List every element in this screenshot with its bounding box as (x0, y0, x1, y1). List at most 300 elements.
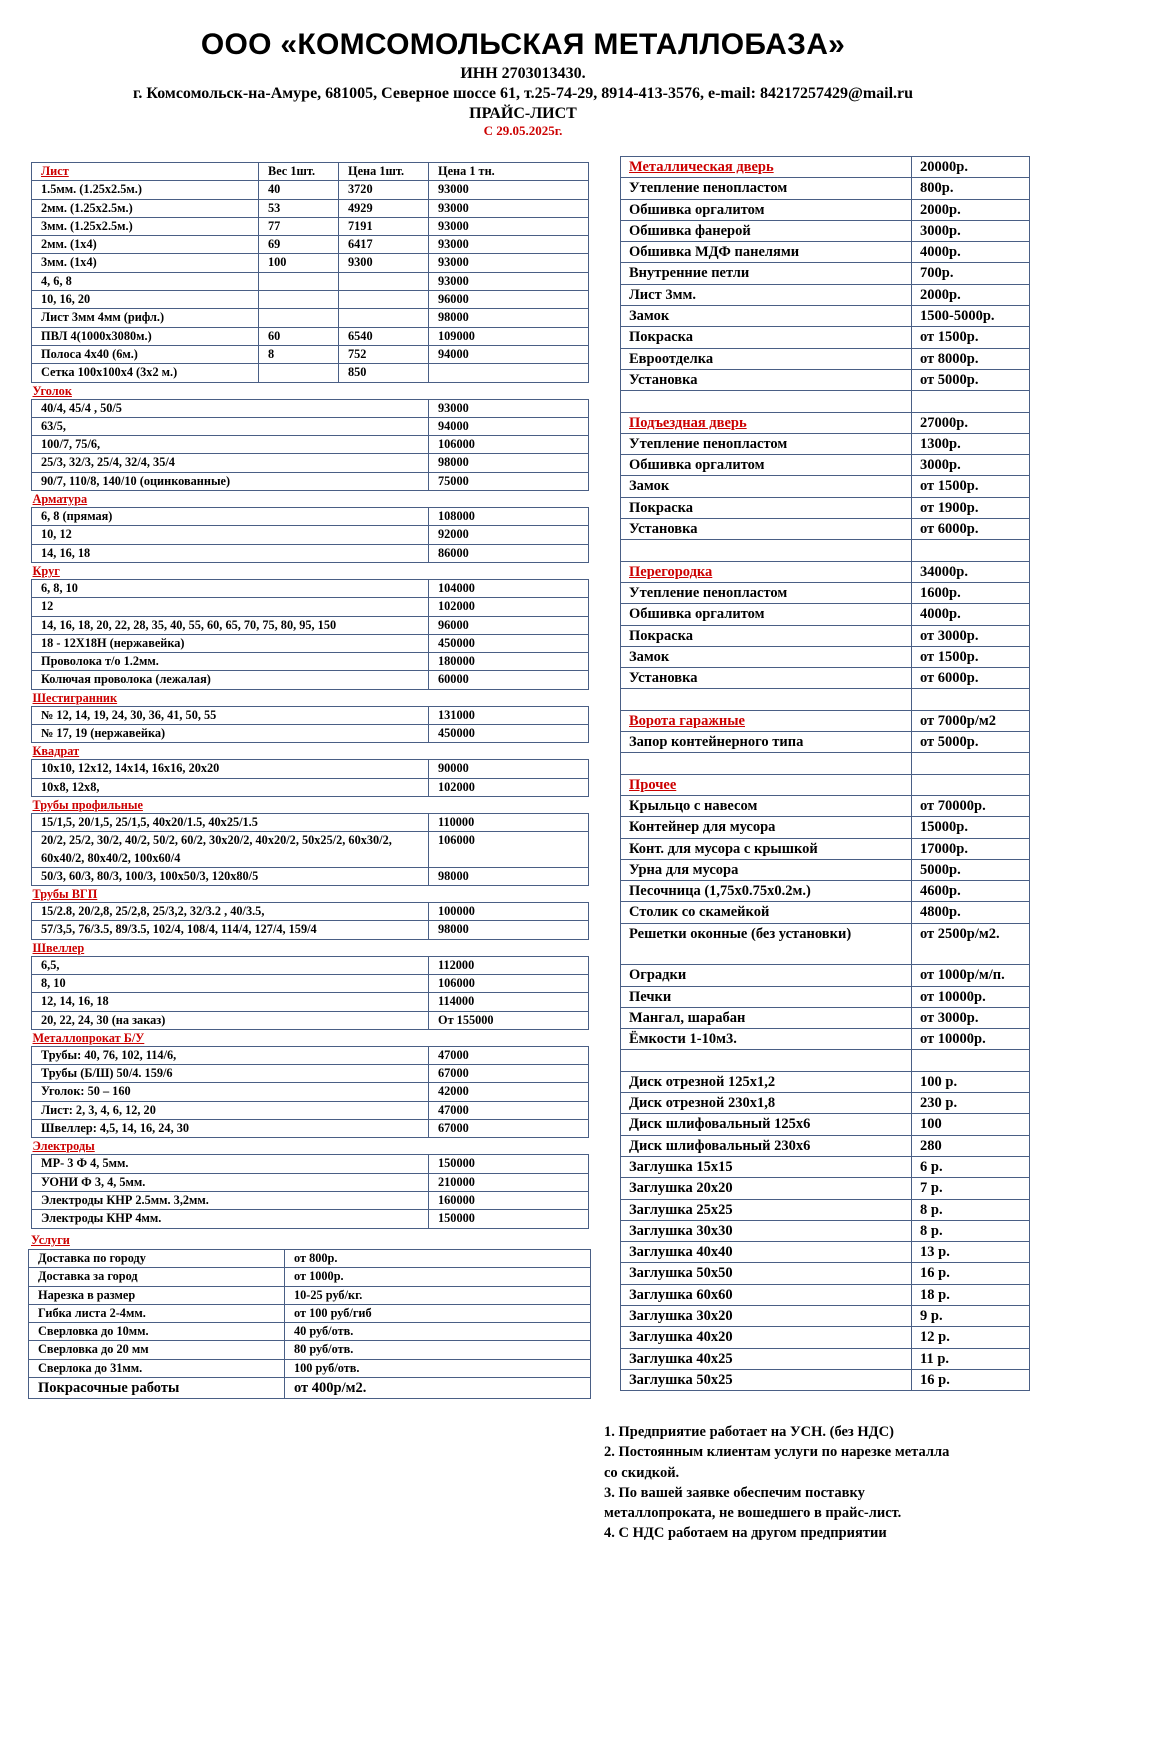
item-name: Уголок: 50 – 160 (32, 1083, 429, 1101)
item-name: 14, 16, 18 (32, 544, 429, 562)
inn: ИНН 2703013430. (460, 65, 586, 82)
item-price: от 6000р. (912, 668, 1030, 689)
item-name: УОНИ Ф 3, 4, 5мм. (32, 1173, 429, 1191)
item-weight: 40 (259, 181, 339, 199)
item-price: 280 (912, 1135, 1030, 1156)
section-title (32, 1029, 589, 1046)
service-price: 100 руб/отв. (285, 1359, 591, 1377)
item-price (912, 689, 1030, 710)
table-row (32, 1046, 589, 1064)
item-weight: 8 (259, 345, 339, 363)
item-name: Колючая проволока (лежалая) (32, 671, 429, 689)
sheet-header-row (32, 163, 589, 181)
item-price: 13 р. (912, 1242, 1030, 1263)
service-name: Сверлока до 31мм. (29, 1359, 285, 1377)
doors-other-table (620, 156, 1030, 1391)
table-row (621, 1284, 1030, 1305)
section-title-text: Металлическая дверь (629, 159, 774, 175)
item-name: Лист: 2, 3, 4, 6, 12, 20 (32, 1101, 429, 1119)
service-price: от 800р. (285, 1250, 591, 1268)
item-name: Сетка 100х100х4 (3х2 м.) (32, 364, 259, 382)
item-price: 4000р. (912, 604, 1030, 625)
item-price: от 2500р/м2. (912, 923, 1030, 965)
service-name: Нарезка в размер (29, 1286, 285, 1304)
section-header-row (32, 689, 589, 706)
item-name: Диск отрезной 125х1,2 (621, 1071, 912, 1092)
address: г. Комсомольск-на-Амуре, 681005, Северное шоссе 61, т.25-74-29, 8914-413-3576, e-mail: 84217257429@mail.ru (132, 85, 914, 102)
item-price: 7 р. (912, 1178, 1030, 1199)
section-header-row (32, 382, 589, 399)
table-row (621, 625, 1030, 646)
table-row (621, 199, 1030, 220)
table-row (621, 1263, 1030, 1284)
item-name: Заглушка 40х20 (621, 1327, 912, 1348)
item-price-ton: 96000 (429, 291, 589, 309)
item-weight (259, 272, 339, 290)
table-row (621, 1199, 1030, 1220)
item-price-ton: 94000 (429, 345, 589, 363)
note-item: 2. Постоянным клиентам услуги по нарезке металла со скидкой. (604, 1444, 950, 1481)
table-row (32, 634, 589, 652)
item-name (621, 391, 912, 412)
item-price-ton: 131000 (429, 706, 589, 724)
section-header-row (621, 710, 1030, 731)
section-title-text: Шестигранник (32, 690, 118, 705)
table-row (621, 327, 1030, 348)
item-name: Диск шлифовальный 230х6 (621, 1135, 912, 1156)
section-title (32, 562, 589, 579)
item-name: Заглушка 20х20 (621, 1178, 912, 1199)
table-row (29, 1268, 591, 1286)
item-name: Оградки (621, 965, 912, 986)
section-header-row (621, 774, 1030, 795)
table-row (32, 921, 589, 939)
item-name: 6, 8 (прямая) (32, 508, 429, 526)
item-price-ton: 47000 (429, 1101, 589, 1119)
metal-price-table (31, 162, 589, 1229)
table-row (621, 348, 1030, 369)
table-row (32, 399, 589, 417)
item-name: Заглушка 40х25 (621, 1348, 912, 1369)
item-price-unit: 7191 (339, 217, 429, 235)
services-title: Услуги (31, 1233, 70, 1247)
section-title (32, 689, 589, 706)
item-name: 20/2, 25/2, 30/2, 40/2, 50/2, 60/2, 30х20/2, 40х20/2, 50х25/2, 60х30/2, 60х40/2, 80х40/2, 100х60/4 (32, 832, 429, 868)
doc-title: ПРАЙС-ЛИСТ (469, 105, 577, 122)
item-price-ton: 67000 (429, 1065, 589, 1083)
table-row (621, 1348, 1030, 1369)
item-name: Печки (621, 986, 912, 1007)
table-row (621, 1135, 1030, 1156)
item-name: Замок (621, 476, 912, 497)
table-row (32, 472, 589, 490)
item-name: 12, 14, 16, 18 (32, 993, 429, 1011)
col-price-ton-header: Цена 1 тн. (429, 163, 589, 181)
table-row (621, 859, 1030, 880)
item-name: Заглушка 25х25 (621, 1199, 912, 1220)
item-price-ton: 93000 (429, 272, 589, 290)
item-name: Мангал, шарабан (621, 1007, 912, 1028)
table-row (32, 653, 589, 671)
item-name: Контейнер для мусора (621, 817, 912, 838)
item-price: от 1000р/м/п. (912, 965, 1030, 986)
table-row (621, 1327, 1030, 1348)
item-price-ton: 86000 (429, 544, 589, 562)
item-name: Заглушка 30х20 (621, 1306, 912, 1327)
table-row (32, 1101, 589, 1119)
item-name: Утепление пенопластом (621, 433, 912, 454)
item-price: 11 р. (912, 1348, 1030, 1369)
item-price: 100 (912, 1114, 1030, 1135)
header (0, 26, 1046, 138)
table-row (621, 582, 1030, 603)
table-row (32, 236, 589, 254)
section-title (32, 886, 589, 903)
table-row (29, 1378, 591, 1399)
table-row (621, 1156, 1030, 1177)
sheet-section-title (32, 163, 259, 181)
item-price-ton: 106000 (429, 832, 589, 868)
item-name: Установка (621, 519, 912, 540)
section-title (32, 743, 589, 760)
item-name: Электроды КНР 2.5мм. 3,2мм. (32, 1191, 429, 1209)
item-name: 90/7, 110/8, 140/10 (оцинкованные) (32, 472, 429, 490)
section-title (621, 774, 912, 795)
item-price: от 1500р. (912, 646, 1030, 667)
item-price-ton: 108000 (429, 508, 589, 526)
spacer-row (621, 753, 1030, 774)
item-price: 6 р. (912, 1156, 1030, 1177)
item-price-ton: 98000 (429, 309, 589, 327)
table-row (32, 217, 589, 235)
table-row (29, 1286, 591, 1304)
item-name (621, 753, 912, 774)
item-price-ton: 93000 (429, 199, 589, 217)
item-name: 8, 10 (32, 974, 429, 992)
table-row (29, 1359, 591, 1377)
col-weight-header: Вес 1шт. (259, 163, 339, 181)
item-price: 34000р. (912, 561, 1030, 582)
section-title (32, 1138, 589, 1155)
item-price-ton: 93000 (429, 181, 589, 199)
table-row (621, 284, 1030, 305)
table-row (621, 1114, 1030, 1135)
item-name: Проволока т/о 1.2мм. (32, 653, 429, 671)
section-title-text: Ворота гаражные (629, 712, 745, 729)
item-name: Конт. для мусора с крышкой (621, 838, 912, 859)
item-name: ПВЛ 4(1000х3080м.) (32, 327, 259, 345)
item-name: 15/2.8, 20/2,8, 25/2,8, 25/3,2, 32/3.2 , 40/3.5, (32, 903, 429, 921)
table-row (621, 433, 1030, 454)
item-price-ton: 96000 (429, 616, 589, 634)
item-name: Решетки оконные (без установки) (621, 923, 912, 965)
item-price: от 10000р. (912, 986, 1030, 1007)
table-row (32, 903, 589, 921)
item-price-ton: 60000 (429, 671, 589, 689)
item-name: 1.5мм. (1.25х2.5м.) (32, 181, 259, 199)
item-price-ton: 210000 (429, 1173, 589, 1191)
item-price: 8 р. (912, 1199, 1030, 1220)
table-row (621, 220, 1030, 241)
table-row (621, 519, 1030, 540)
section-title-text: Уголок (32, 383, 72, 398)
item-name: 14, 16, 18, 20, 22, 28, 35, 40, 55, 60, 65, 70, 75, 80, 95, 150 (32, 616, 429, 634)
spacer-row (621, 689, 1030, 710)
item-price: 1500-5000р. (912, 306, 1030, 327)
section-header-row (32, 562, 589, 579)
item-name: Швеллер: 4,5, 14, 16, 24, 30 (32, 1120, 429, 1138)
item-price: 15000р. (912, 817, 1030, 838)
table-row (621, 795, 1030, 816)
item-name: Утепление пенопластом (621, 178, 912, 199)
item-price-ton: 93000 (429, 399, 589, 417)
note-item: 3. По вашей заявке обеспечим поставку металлопроката, не вошедшего в прайс-лист. (604, 1484, 902, 1522)
table-row (32, 956, 589, 974)
spacer-row (621, 391, 1030, 412)
section-header-row (32, 1138, 589, 1155)
item-name: Замок (621, 306, 912, 327)
item-name: Обшивка оргалитом (621, 199, 912, 220)
table-row (621, 1029, 1030, 1050)
table-row (621, 923, 1030, 965)
section-title-text: Круг (32, 563, 60, 578)
item-name: № 12, 14, 19, 24, 30, 36, 41, 50, 55 (32, 706, 429, 724)
spacer-row (621, 540, 1030, 561)
service-price: 80 руб/отв. (285, 1341, 591, 1359)
item-price: 700р. (912, 263, 1030, 284)
item-price-ton: 98000 (429, 454, 589, 472)
item-price: 27000р. (912, 412, 1030, 433)
table-row (32, 778, 589, 796)
item-name: Обшивка МДФ панелями (621, 242, 912, 263)
table-row (32, 974, 589, 992)
table-row (32, 364, 589, 382)
item-name: 100/7, 75/6, (32, 436, 429, 454)
item-name: Урна для мусора (621, 859, 912, 880)
item-name: Крыльцо с навесом (621, 795, 912, 816)
item-price-unit (339, 291, 429, 309)
item-name: Покраска (621, 327, 912, 348)
item-name: Покраска (621, 497, 912, 518)
table-row (32, 1083, 589, 1101)
table-row (32, 867, 589, 885)
table-row (32, 1011, 589, 1029)
item-name: Столик со скамейкой (621, 902, 912, 923)
item-name: 10, 16, 20 (32, 291, 259, 309)
item-name: 6, 8, 10 (32, 579, 429, 597)
item-price-ton: 106000 (429, 436, 589, 454)
item-price: от 1500р. (912, 476, 1030, 497)
table-row (621, 455, 1030, 476)
table-row (621, 838, 1030, 859)
item-price: 18 р. (912, 1284, 1030, 1305)
item-name: Трубы: 40, 76, 102, 114/6, (32, 1046, 429, 1064)
table-row (32, 1065, 589, 1083)
item-name: Заглушка 30х30 (621, 1220, 912, 1241)
item-price-ton: 75000 (429, 472, 589, 490)
section-title (621, 561, 912, 582)
table-row (32, 832, 589, 868)
item-price-ton: От 155000 (429, 1011, 589, 1029)
item-price: 3000р. (912, 220, 1030, 241)
section-title-text: Трубы ВГП (32, 887, 98, 902)
table-row (621, 902, 1030, 923)
service-name: Гибка листа 2-4мм. (29, 1304, 285, 1322)
item-name: Обшивка оргалитом (621, 455, 912, 476)
item-name (621, 1050, 912, 1071)
table-row (32, 1120, 589, 1138)
item-weight: 69 (259, 236, 339, 254)
section-header-row (621, 561, 1030, 582)
item-name: 2мм. (1х4) (32, 236, 259, 254)
item-price-unit: 4929 (339, 199, 429, 217)
item-name (621, 689, 912, 710)
notes (604, 1422, 1044, 1544)
item-price: от 3000р. (912, 1007, 1030, 1028)
item-price-ton: 450000 (429, 634, 589, 652)
item-price-ton: 42000 (429, 1083, 589, 1101)
item-name: Трубы (Б/Ш) 50/4. 159/6 (32, 1065, 429, 1083)
item-price: 4600р. (912, 881, 1030, 902)
item-price: 1600р. (912, 582, 1030, 603)
item-price: 4800р. (912, 902, 1030, 923)
item-name: Заглушка 15х15 (621, 1156, 912, 1177)
service-name: Доставка по городу (29, 1250, 285, 1268)
doc-date: С 29.05.2025г. (483, 123, 563, 138)
note-item: 4. С НДС работаем на другом предприятии (604, 1525, 887, 1542)
table-row (32, 1155, 589, 1173)
item-price-ton: 150000 (429, 1210, 589, 1228)
item-name: 4, 6, 8 (32, 272, 259, 290)
item-price-ton (429, 364, 589, 382)
table-row (621, 965, 1030, 986)
item-price: от 1500р. (912, 327, 1030, 348)
item-price: от 5000р. (912, 369, 1030, 390)
section-title-text: Трубы профильные (32, 797, 143, 812)
table-row (32, 417, 589, 435)
item-price: от 8000р. (912, 348, 1030, 369)
section-title-text: Перегородка (629, 563, 713, 580)
item-name: Обшивка оргалитом (621, 604, 912, 625)
item-price-ton: 112000 (429, 956, 589, 974)
item-price-ton: 94000 (429, 417, 589, 435)
table-row (32, 706, 589, 724)
item-name: Диск отрезной 230х1,8 (621, 1093, 912, 1114)
section-header-row (32, 939, 589, 956)
item-price: от 6000р. (912, 519, 1030, 540)
table-row (32, 760, 589, 778)
section-title (32, 939, 589, 956)
item-price: от 3000р. (912, 625, 1030, 646)
item-price: 230 р. (912, 1093, 1030, 1114)
item-name: 12 (32, 598, 429, 616)
table-row (621, 1178, 1030, 1199)
item-name: 63/5, (32, 417, 429, 435)
section-title-text: Квадрат (32, 744, 80, 759)
item-name: 3мм. (1.25х2.5м.) (32, 217, 259, 235)
table-row (32, 272, 589, 290)
item-price: 8 р. (912, 1220, 1030, 1241)
item-price-unit: 9300 (339, 254, 429, 272)
table-row (32, 291, 589, 309)
item-price: 20000р. (912, 157, 1030, 178)
item-name: Диск шлифовальный 125х6 (621, 1114, 912, 1135)
table-row (32, 436, 589, 454)
item-price: от 10000р. (912, 1029, 1030, 1050)
section-header-row (32, 743, 589, 760)
item-name (621, 540, 912, 561)
section-header-row (621, 412, 1030, 433)
section-title (621, 412, 912, 433)
table-row (621, 497, 1030, 518)
section-header-row (32, 1029, 589, 1046)
section-header-row (621, 157, 1030, 178)
item-name: МР- 3 Ф 4, 5мм. (32, 1155, 429, 1173)
item-name: 2мм. (1.25х2.5м.) (32, 199, 259, 217)
table-row (32, 813, 589, 831)
table-row (32, 508, 589, 526)
item-price: 16 р. (912, 1369, 1030, 1390)
item-price-ton: 150000 (429, 1155, 589, 1173)
table-row (621, 732, 1030, 753)
item-name: 10х8, 12х8, (32, 778, 429, 796)
table-row (32, 993, 589, 1011)
table-row (32, 327, 589, 345)
item-price (912, 391, 1030, 412)
item-name: Внутренние петли (621, 263, 912, 284)
table-row (32, 616, 589, 634)
service-price: 40 руб/отв. (285, 1323, 591, 1341)
item-name: 57/3,5, 76/3.5, 89/3.5, 102/4, 108/4, 114/4, 127/4, 159/4 (32, 921, 429, 939)
service-name: Доставка за город (29, 1268, 285, 1286)
item-price-ton: 114000 (429, 993, 589, 1011)
section-title-text: Швеллер (32, 940, 85, 955)
table-row (32, 1210, 589, 1228)
item-weight (259, 364, 339, 382)
table-row (32, 526, 589, 544)
item-weight: 60 (259, 327, 339, 345)
item-name: 20, 22, 24, 30 (на заказ) (32, 1011, 429, 1029)
item-name: Утепление пенопластом (621, 582, 912, 603)
section-title-text: Электроды (32, 1139, 95, 1154)
item-price: 800р. (912, 178, 1030, 199)
item-name: Заглушка 50х25 (621, 1369, 912, 1390)
item-name: Электроды КНР 4мм. (32, 1210, 429, 1228)
table-row (621, 242, 1030, 263)
section-title-text: Металлопрокат Б/У (32, 1030, 145, 1045)
table-row (32, 579, 589, 597)
item-name: Ёмкости 1-10м3. (621, 1029, 912, 1050)
item-name: № 17, 19 (нержавейка) (32, 725, 429, 743)
item-price: 4000р. (912, 242, 1030, 263)
item-price (912, 753, 1030, 774)
table-row (621, 1071, 1030, 1092)
item-price: 3000р. (912, 455, 1030, 476)
table-row (32, 1173, 589, 1191)
services-table (28, 1249, 591, 1399)
item-name: Евроотделка (621, 348, 912, 369)
item-price: от 70000р. (912, 795, 1030, 816)
table-row (621, 178, 1030, 199)
item-price: 2000р. (912, 284, 1030, 305)
item-name: 3мм. (1х4) (32, 254, 259, 272)
item-price-ton: 98000 (429, 921, 589, 939)
table-row (621, 476, 1030, 497)
item-price: 16 р. (912, 1263, 1030, 1284)
item-name: 15/1,5, 20/1,5, 25/1,5, 40х20/1.5, 40х25/1.5 (32, 813, 429, 831)
table-row (621, 369, 1030, 390)
section-header-row (32, 886, 589, 903)
